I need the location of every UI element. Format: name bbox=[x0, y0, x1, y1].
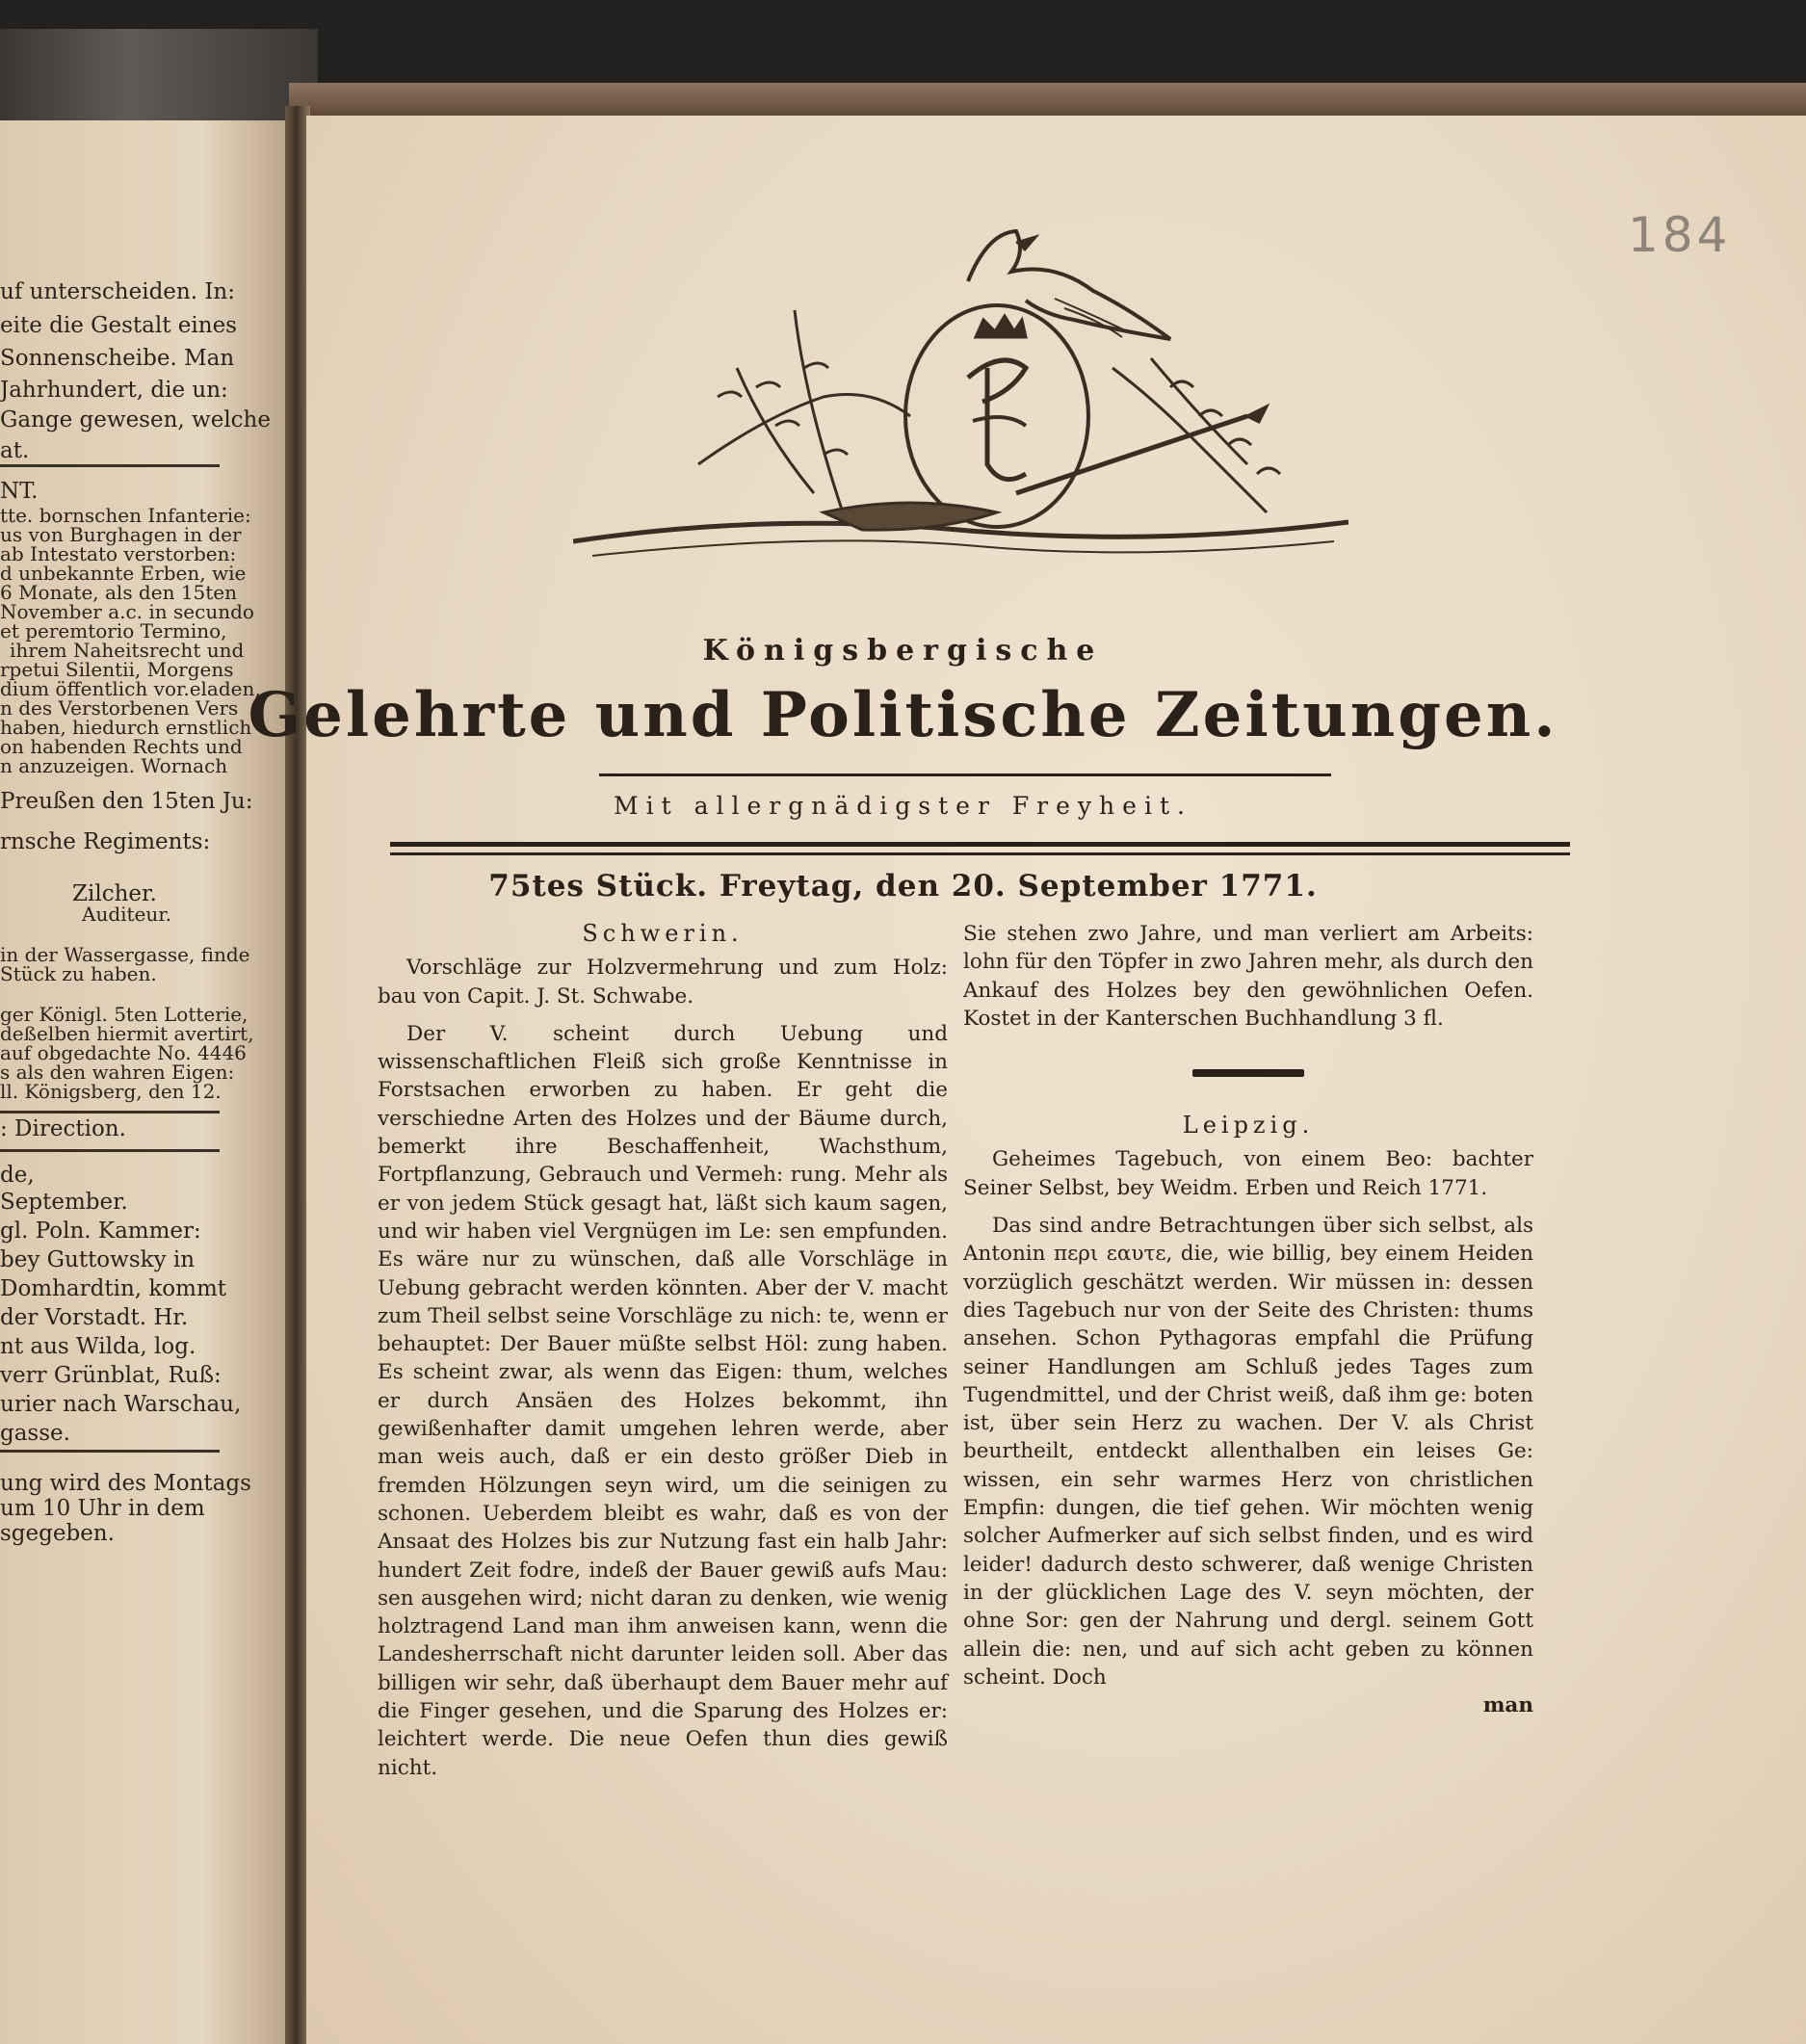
left-page-line: n anzuzeigen. Wornach bbox=[0, 754, 228, 777]
left-page-rule bbox=[0, 1149, 220, 1152]
left-page-line: rpetui Silentii, Morgens bbox=[0, 658, 234, 681]
left-page-line: on habenden Rechts und bbox=[0, 735, 243, 758]
left-page-line: September. bbox=[0, 1190, 128, 1215]
left-page-rule bbox=[0, 1111, 220, 1114]
article-heading-schwerin: Schwerin. bbox=[582, 920, 744, 947]
left-page bbox=[0, 120, 289, 2044]
masthead-title: Gelehrte und Politische Zeitungen. bbox=[248, 679, 1558, 751]
catchword: man bbox=[1482, 1693, 1533, 1718]
left-page-line: nt aus Wilda, log. bbox=[0, 1334, 196, 1359]
left-page-line: us von Burghagen in der bbox=[0, 523, 242, 546]
left-page-line: Preußen den 15ten Ju: bbox=[0, 789, 253, 814]
masthead-city: Königsbergische bbox=[702, 634, 1104, 668]
article-body-leipzig: Das sind andre Betrachtungen über sich selbst, als Antonin περι εαυτε, die, wie billig, bey einem Heiden vorzüglich geschätzt werden. Wir müssen in: dessen dies Tagebuch nur von der Seite des Christen: thums ansehen. Schon Pythagoras empfahl die Prüfung seiner Handlungen am Schluß jedes Tages zum Tugendmittel, und der Christ weiß, daß ihm ge: boten ist, über sein Herz zu wachen. Der V. als Christ beurtheilt, entdeckt allenthalben ein leises Ge: wissen, ein sehr warmes Herz von christlichen Empfin: dungen, die tief gehen. Wir möchten wenig solcher Aufmerker auf sich selbst finden, und es wird leider! dadurch desto schwerer, daß wenige Christen in der glücklichen Lage des V. seyn möchten, der ohne Sor: gen der Nahrung und dergl. seinem Gott allein die: nen, und auf sich acht geben zu können scheint. Doch bbox=[963, 1214, 1533, 1690]
left-page-line: gasse. bbox=[0, 1421, 70, 1446]
left-page-line: verr Grünblat, Ruß: bbox=[0, 1363, 222, 1388]
left-page-line: urier nach Warschau, bbox=[0, 1392, 242, 1417]
article-subtitle-leipzig: Geheimes Tagebuch, von einem Beo: bachter Seiner Selbst, bey Weidm. Erben und Reich 1771. bbox=[963, 1147, 1533, 1200]
left-page-line: Gange gewesen, welche bbox=[0, 407, 271, 432]
left-page-line: ll. Königsberg, den 12. bbox=[0, 1080, 222, 1103]
column-left bbox=[378, 920, 948, 1782]
left-page-line: ung wird des Montags bbox=[0, 1471, 251, 1496]
privilege-line: Mit allergnädigster Freyheit. bbox=[614, 792, 1192, 820]
left-page-line: Stück zu haben. bbox=[0, 962, 157, 985]
left-page-line: Auditeur. bbox=[82, 903, 171, 926]
page-number: 184 bbox=[1628, 207, 1732, 263]
left-page-line: auf obgedachte No. 4446 bbox=[0, 1041, 247, 1064]
left-page-line: rnsche Regiments: bbox=[0, 829, 211, 854]
left-page-line: um 10 Uhr in dem bbox=[0, 1496, 205, 1521]
left-page-line: at. bbox=[0, 438, 30, 463]
article-heading-leipzig: Leipzig. bbox=[1182, 1112, 1315, 1140]
left-page-line: deßelben hiermit avertirt, bbox=[0, 1022, 254, 1045]
left-page-line: der Vorstadt. Hr. bbox=[0, 1305, 189, 1330]
page-top-edge bbox=[289, 83, 1806, 119]
left-page-line: tte. bornschen Infanterie: bbox=[0, 504, 251, 527]
left-page-line: s als den wahren Eigen: bbox=[0, 1061, 235, 1084]
left-page-line: et peremtorio Termino, bbox=[0, 619, 227, 642]
left-page-line: Sonnenscheibe. Man bbox=[0, 346, 235, 371]
article-separator bbox=[1192, 1069, 1304, 1077]
book-spine bbox=[0, 29, 318, 125]
left-page-line: ab Intestato verstorben: bbox=[0, 542, 237, 565]
left-page-line: de, bbox=[0, 1163, 35, 1188]
eagle-emblem bbox=[573, 223, 1348, 590]
left-page-line: NT. bbox=[0, 479, 39, 504]
left-page-line: sgegeben. bbox=[0, 1521, 115, 1546]
left-page-line: in der Wassergasse, finde bbox=[0, 943, 250, 966]
left-page-line: Zilcher. bbox=[72, 881, 157, 906]
left-page-line: n des Verstorbenen Vers bbox=[0, 696, 239, 720]
left-page-line: uf unterscheiden. In: bbox=[0, 279, 235, 304]
left-page-line: ger Königl. 5ten Lotterie, bbox=[0, 1003, 249, 1026]
left-page-line: bey Guttowsky in bbox=[0, 1247, 196, 1272]
left-page-rule bbox=[0, 464, 220, 467]
article-continuation-schwerin: Sie stehen zwo Jahre, und man verliert am Arbeits: lohn für den Töpfer in zwo Jahren mehr, als durch den Ankauf des Holzes bey den gewöhnlichen Oefen. Kostet in der Kanterschen Buchhandlung 3 fl. bbox=[963, 922, 1533, 1031]
header-double-rule bbox=[390, 842, 1570, 855]
left-page-line: gl. Poln. Kammer: bbox=[0, 1219, 201, 1244]
left-page-line: Jahrhundert, die un: bbox=[0, 378, 228, 403]
left-page-line: 6 Monate, als den 15ten bbox=[0, 581, 238, 604]
left-page-rule bbox=[0, 1450, 220, 1453]
left-page-line: Domhardtin, kommt bbox=[0, 1276, 227, 1301]
article-body-schwerin: Der V. scheint durch Uebung und wissenschaftlichen Fleiß sich große Kenntnisse in Forstsachen erworben zu haben. Er geht die verschiedne Arten des Holzes und der Bäume durch, bemerkt ihre Beschaffenheit, Wachsthum, Fortpflanzung, Gebrauch und Vermeh: rung. Mehr als er von jedem Stück gesagt hat, läßt sich kaum sagen, und wir haben viel Vergnügen im Le: sen empfunden. Es wäre nur zu wünschen, daß alle Vorschläge in Uebung gebracht werden könnten. Aber der V. macht zum Theil selbst seine Vorschläge zu nich: te, wenn er behauptet: Der Bauer müßte selbst Höl: zung haben. Es scheint zwar, als wenn das Eigen: thum, welches er durch Ansäen des Holzes bekommt, ihn gewißenhafter damit umgehen lehren werde, aber man weis auch, daß er ein desto größer Dieb in fremden Hölzungen seyn wird, um die seinigen zu schonen. Ueberdem bleibt es wahr, daß es von der Ansaat des Holzes bis zur Nutzung fast ein halb Jahr: hundert Zeit fodre, indeß der Bauer gewiß aufs Mau: sen ausgehen wird; nicht daran zu denken, wie wenig holztragend Land man ihm anweisen kann, wenn die Landesherrschaft nicht darunter leiden soll. Aber das billigen wir sehr, daß überhaupt dem Bauer mehr auf die Finger gesehen, und die Sparung des Holzes er: leichtert werde. Die neue Oefen thun dies gewiß nicht. bbox=[378, 1021, 948, 1780]
left-page-line: dium öffentlich vor.eladen, bbox=[0, 677, 261, 700]
left-page-line: : Direction. bbox=[0, 1116, 126, 1141]
left-page-line: haben, hiedurch ernstlich bbox=[0, 716, 252, 739]
left-page-line: eite die Gestalt eines bbox=[0, 313, 237, 338]
left-page-line: ihrem Naheitsrecht und bbox=[10, 639, 245, 662]
left-page-line: November a.c. in secundo bbox=[0, 600, 254, 623]
issue-line: 75tes Stück. Freytag, den 20. September 1771. bbox=[488, 869, 1318, 904]
title-rule bbox=[599, 773, 1331, 776]
column-right bbox=[963, 920, 1533, 1719]
article-subtitle-schwerin: Vorschläge zur Holzvermehrung und zum Holz: bau von Capit. J. St. Schwabe. bbox=[378, 956, 948, 1009]
left-page-line: d unbekannte Erben, wie bbox=[0, 562, 247, 585]
